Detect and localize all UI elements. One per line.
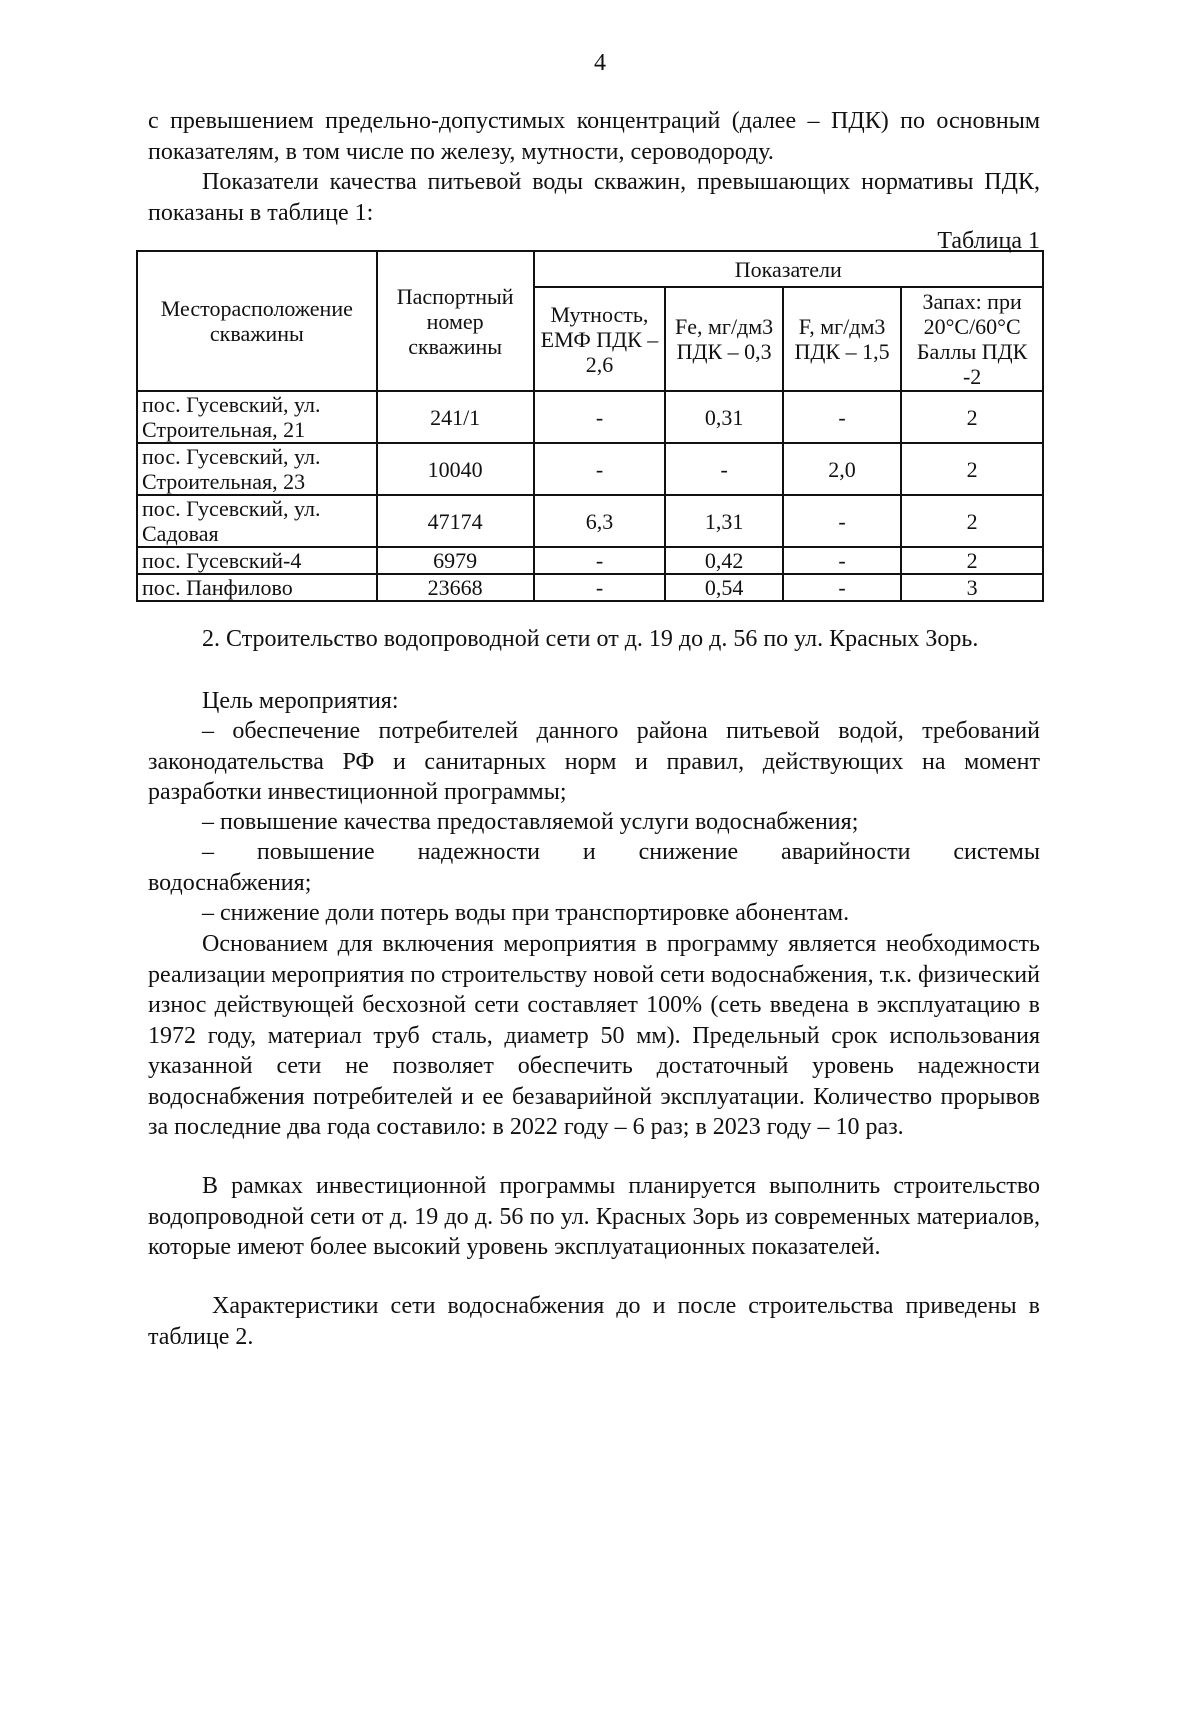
cell-f: - — [783, 495, 901, 547]
cell-turbidity: 6,3 — [534, 495, 666, 547]
cell-fe: 0,31 — [665, 391, 782, 443]
cell-location: пос. Панфилово — [137, 574, 377, 601]
cell-smell: 2 — [901, 391, 1043, 443]
cell-passport: 23668 — [377, 574, 534, 601]
cell-passport: 10040 — [377, 443, 534, 495]
header-f: F, мг/дм3 ПДК – 1,5 — [783, 287, 901, 391]
cell-passport: 241/1 — [377, 391, 534, 443]
cell-smell: 2 — [901, 547, 1043, 574]
table-caption: Таблица 1 — [937, 228, 1040, 254]
table-row — [137, 547, 1043, 574]
cell-location: пос. Гусевский-4 — [137, 547, 377, 574]
header-turbidity: Мутность, ЕМФ ПДК – 2,6 — [534, 287, 666, 391]
plan-paragraph: В рамках инвестиционной программы планируется выполнить строительство водопроводной сети от д. 19 до д. 56 по ул. Красных Зорь из современных материалов, которые имеют более высокий уровень эксплуатационных показателей. — [148, 1173, 1040, 1260]
cell-turbidity: - — [534, 574, 666, 601]
cell-turbidity: - — [534, 443, 666, 495]
cell-smell: 2 — [901, 443, 1043, 495]
goal-item: – повышение надежности и снижение аварийности системы водоснабжения; — [148, 839, 1040, 896]
header-fe: Fe, мг/дм3 ПДК – 0,3 — [665, 287, 782, 391]
table-row — [137, 443, 1043, 495]
characteristics-paragraph: Характеристики сети водоснабжения до и после строительства приведены в таблице 2. — [148, 1293, 1040, 1350]
intro-paragraph: с превышением предельно-допустимых концентраций (далее – ПДК) по основным показателям, в том числе по железу, мутности, сероводороду. — [148, 108, 1040, 165]
cell-fe: 1,31 — [665, 495, 782, 547]
cell-smell: 2 — [901, 495, 1043, 547]
cell-passport: 6979 — [377, 547, 534, 574]
cell-f: - — [783, 547, 901, 574]
cell-fe: 0,42 — [665, 547, 782, 574]
cell-turbidity: - — [534, 391, 666, 443]
cell-f: 2,0 — [783, 443, 901, 495]
table-row — [137, 495, 1043, 547]
cell-f: - — [783, 391, 901, 443]
table-intro-paragraph: Показатели качества питьевой воды скважин, превышающих нормативы ПДК, показаны в таблице 1: — [148, 169, 1040, 226]
header-smell: Запах: при 20°С/60°С Баллы ПДК -2 — [901, 287, 1043, 391]
cell-smell: 3 — [901, 574, 1043, 601]
header-location: Месторасположение скважины — [137, 251, 377, 391]
header-indicators: Показатели — [534, 251, 1043, 287]
cell-location: пос. Гусевский, ул. Строительная, 23 — [137, 443, 377, 495]
goal-item: – снижение доли потерь воды при транспортировке абонентам. — [202, 900, 850, 926]
goal-label: Цель мероприятия: — [202, 688, 399, 714]
header-passport: Паспортный номер скважины — [377, 251, 534, 391]
table-row — [137, 391, 1043, 443]
water-quality-table — [136, 250, 1044, 602]
cell-location: пос. Гусевский, ул. Садовая — [137, 495, 377, 547]
cell-f: - — [783, 574, 901, 601]
basis-paragraph: Основанием для включения мероприятия в программу является необходимость реализации мероприятия по строительству новой сети водоснабжения, т.к. физический износ действующей бесхозной сети составляет 100% (сеть введена в эксплуатацию в 1972 году, материал труб сталь, диаметр 50 мм). Предельный срок использования указанной сети не позволяет обеспечить достаточный уровень надежности водоснабжения потребителей и ее безаварийной эксплуатации. Количество прорывов за последние два года составило: в 2022 году – 6 раз; в 2023 году – 10 раз. — [148, 931, 1040, 1140]
table-row — [137, 574, 1043, 601]
cell-location: пос. Гусевский, ул. Строительная, 21 — [137, 391, 377, 443]
goal-item: – повышение качества предоставляемой услуги водоснабжения; — [202, 809, 859, 835]
cell-fe: - — [665, 443, 782, 495]
cell-turbidity: - — [534, 547, 666, 574]
cell-passport: 47174 — [377, 495, 534, 547]
page-number: 4 — [594, 50, 606, 76]
cell-fe: 0,54 — [665, 574, 782, 601]
section-2-title: 2. Строительство водопроводной сети от д. 19 до д. 56 по ул. Красных Зорь. — [202, 626, 979, 652]
goal-item: – обеспечение потребителей данного района питьевой водой, требований законодательства РФ и санитарных норм и правил, действующих на момент разработки инвестиционной программы; — [148, 718, 1040, 805]
